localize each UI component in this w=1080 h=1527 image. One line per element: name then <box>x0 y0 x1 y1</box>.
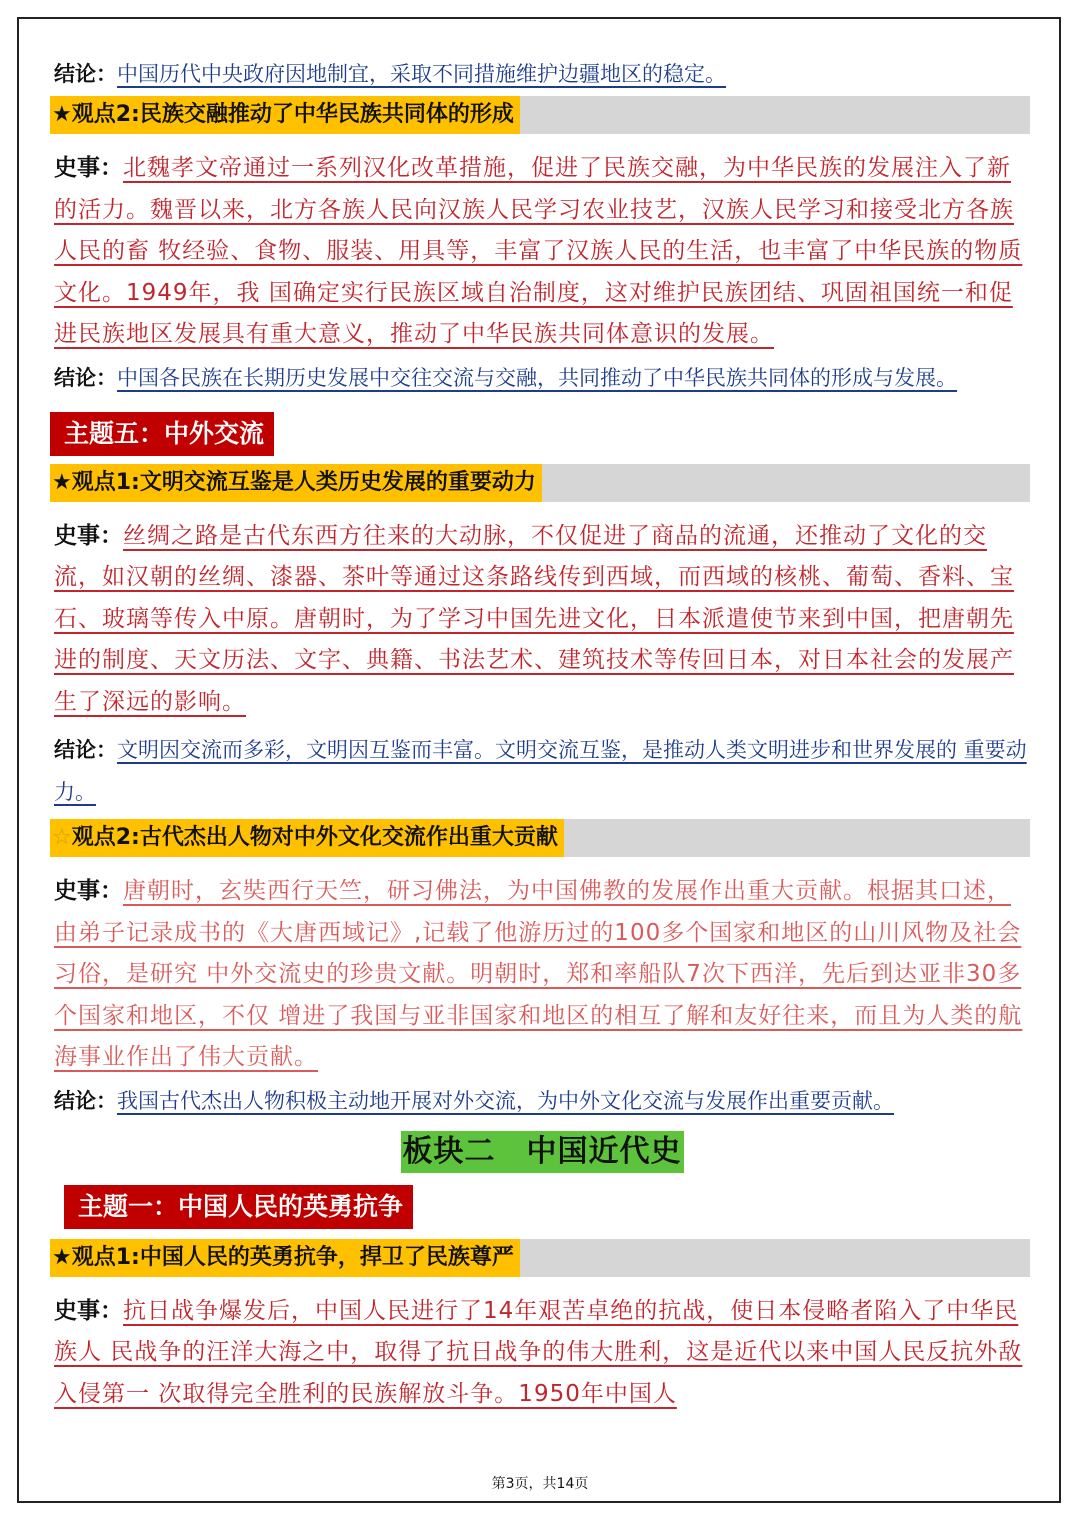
conclusion-label: 结论： <box>54 365 117 390</box>
page-content <box>54 58 1030 1415</box>
conclusion-label: 结论： <box>54 738 117 762</box>
star-icon: ★ <box>52 102 72 127</box>
conclusion-3 <box>54 1085 1030 1117</box>
fact-label: 史事： <box>54 522 123 549</box>
theme-heading: 主题五：中外交流 <box>50 412 274 456</box>
fact-text: 抗日战争爆发后，中国人民进行了14年艰苦卓绝的抗战，使日本侵略者陷入了中华民族人 民战争的汪洋大海之中，取得了抗日战争的伟大胜利，这是近代以来中国人民反抗外敌入侵第一 次取得完全胜利的民族解放斗争。1950年中国人 <box>54 1297 1023 1407</box>
conclusion-2 <box>54 729 1030 813</box>
fact-label: 史事： <box>54 1297 123 1324</box>
viewpoint-title: 观点1:文明交流互鉴是人类历史发展的重要动力 <box>71 469 536 495</box>
conclusion-1 <box>54 362 1030 394</box>
historical-fact <box>54 148 1030 356</box>
section-title <box>54 1131 1030 1173</box>
viewpoint-title: 观点1:中国人民的英勇抗争，捍卫了民族尊严 <box>71 1244 514 1270</box>
conclusion-label: 结论： <box>54 62 117 86</box>
viewpoint-title: 观点2:古代杰出人物对中外文化交流作出重大贡献 <box>71 825 558 850</box>
conclusion-text: 我国古代杰出人物积极主动地开展对外交流，为中外文化交流与发展作出重要贡献。 <box>117 1088 894 1113</box>
viewpoint-heading <box>54 464 1030 502</box>
conclusion-0 <box>54 58 1030 90</box>
conclusion-text: 中国历代中央政府因地制宜，采取不同措施维护边疆地区的稳定。 <box>117 62 726 86</box>
historical-fact <box>54 1291 1030 1416</box>
viewpoint-heading <box>54 1239 1030 1277</box>
theme-heading: 主题一：中国人民的英勇抗争 <box>64 1185 413 1229</box>
section-title-text: 板块二 中国近代史 <box>401 1131 684 1173</box>
page-number: 第3页，共14页 <box>491 1476 589 1492</box>
historical-fact <box>54 516 1030 724</box>
fact-text: 北魏孝文帝通过一系列汉化改革措施，促进了民族交融，为中华民族的发展注入了新的活力。魏晋以来，北方各族人民向汉族人民学习农业技艺，汉族人民学习和接受北方各族人民的畜 牧经验、食物、服装、用具等，丰富了汉族人民的生活，也丰富了中华民族的物质文化。1949年，我 国确定实行民族区域自治制度，这对维护民族团结、巩固祖国统一和促进民族地区发展具有重大意义，推动了中华民族共同体意识的发展。 <box>54 155 1023 347</box>
conclusion-label: 结论： <box>54 1088 117 1113</box>
historical-fact <box>54 871 1030 1079</box>
conclusion-text: 文明因交流而多彩，文明因互鉴而丰富。文明交流互鉴，是推动人类文明进步和世界发展的 重要动力。 <box>54 738 1027 804</box>
viewpoint-heading <box>54 96 1030 134</box>
viewpoint-heading <box>54 819 1030 857</box>
star-outline-icon: ☆ <box>52 825 72 850</box>
fact-label: 史事： <box>54 155 123 181</box>
conclusion-text: 中国各民族在长期历史发展中交往交流与交融，共同推动了中华民族共同体的形成与发展。 <box>117 365 957 390</box>
star-icon: ★ <box>52 469 72 495</box>
star-icon: ★ <box>52 1244 72 1270</box>
fact-text: 唐朝时，玄奘西行天竺，研习佛法，为中国佛教的发展作出重大贡献。根据其口述，由弟子记录成书的《大唐西域记》,记载了他游历过的100多个国家和地区的山川风物及社会习俗，是研究 中外交流史的珍贵文献。明朝时，郑和率船队7次下西洋，先后到达亚非30多个国家和地区，不仅 增进了我国与亚非国家和地区的相互了解和友好往来，而且为人类的航海事业作出了伟大贡献。 <box>54 878 1023 1070</box>
fact-text: 丝绸之路是古代东西方往来的大动脉，不仅促进了商品的流通，还推动了文化的交流，如汉朝的丝绸、漆器、茶叶等通过这条路线传到西域，而西域的核桃、葡萄、香料、宝石、玻璃等传入中原。唐朝时，为了学习中国先进文化，日本派遣使节来到中国，把唐朝先进的制度、天文历法、文字、典籍、书法艺术、建筑技术等传回日本，对日本社会的发展产生了深远的影响。 <box>54 522 1014 715</box>
fact-label: 史事： <box>54 878 123 904</box>
viewpoint-title: 观点2:民族交融推动了中华民族共同体的形成 <box>71 102 514 127</box>
